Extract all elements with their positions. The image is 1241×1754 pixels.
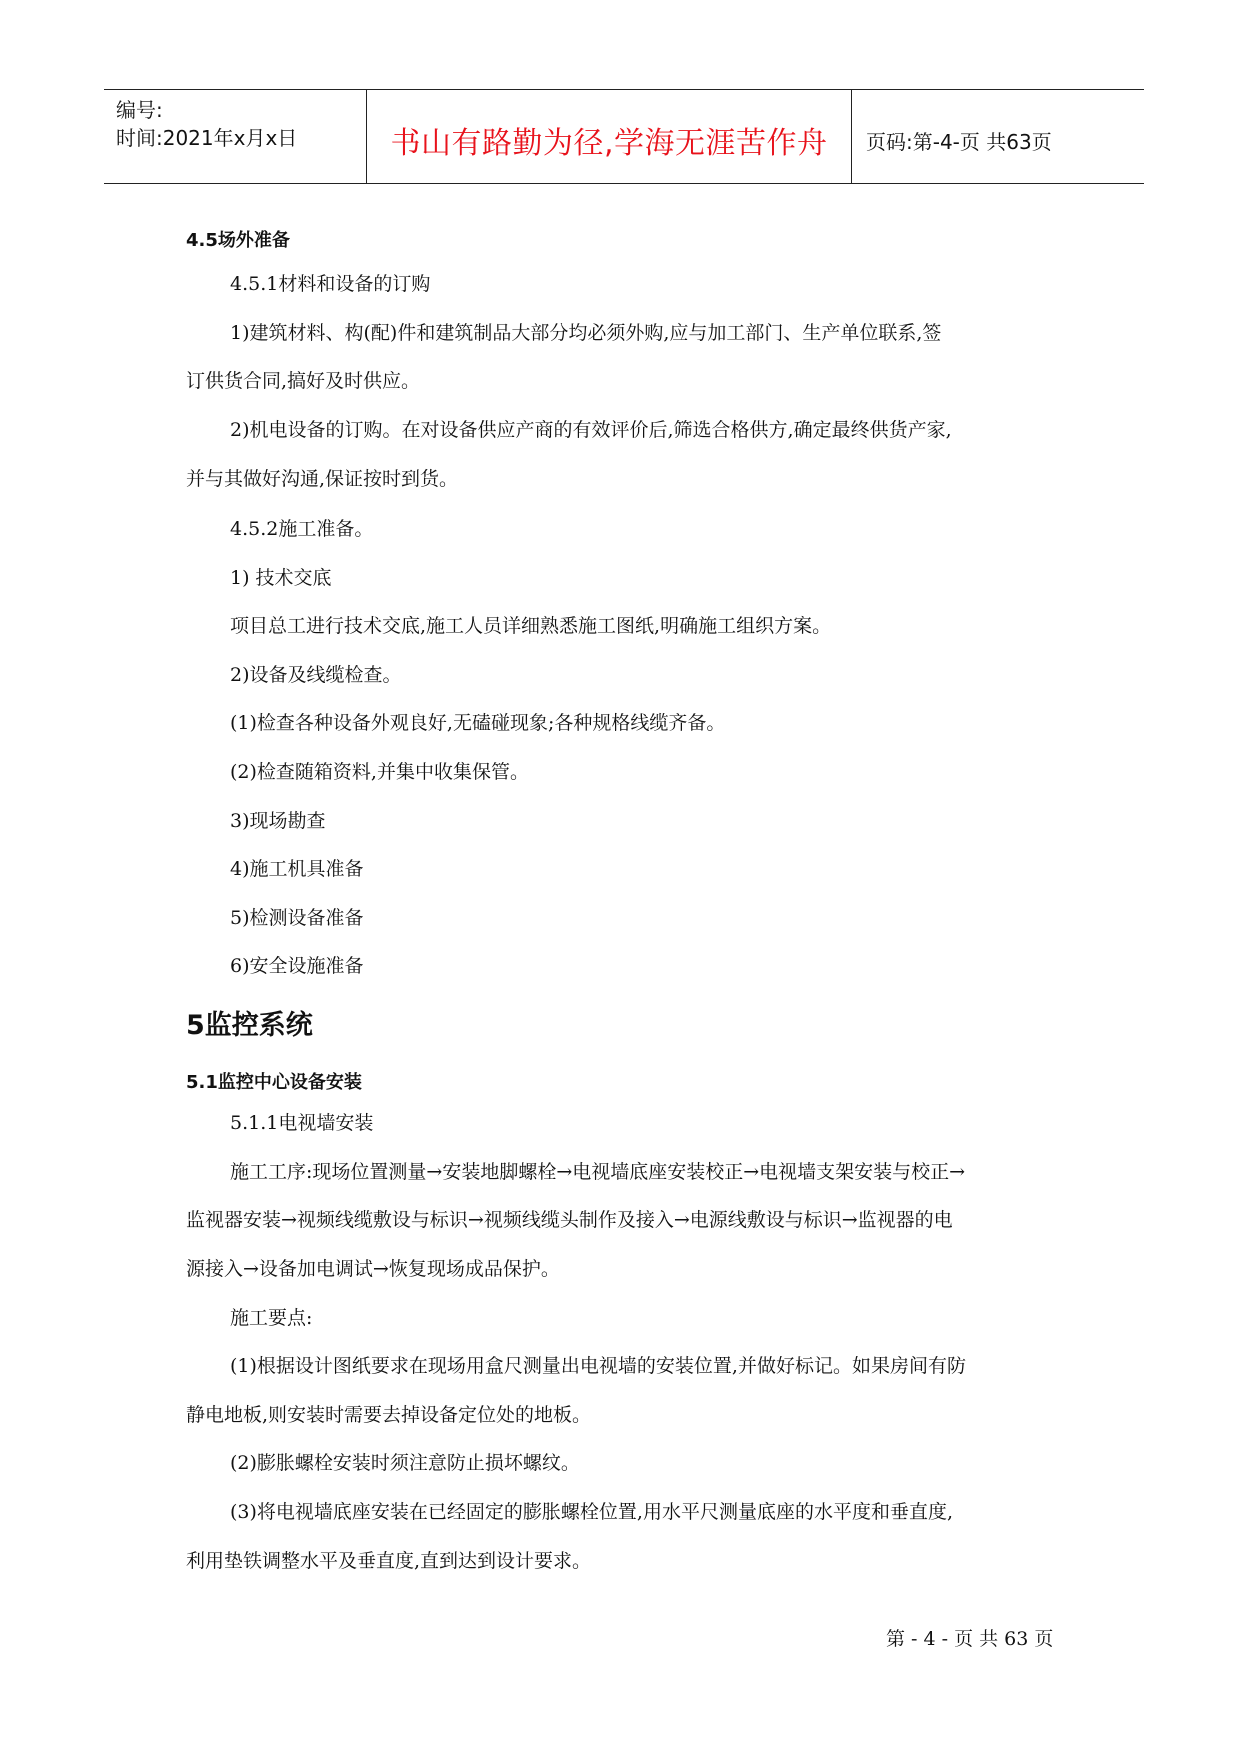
section-5-1-title: 5.1监控中心设备安装 (186, 1072, 362, 1093)
list-item-1-text: 项目总工进行技术交底,施工人员详细熟悉施工图纸,明确施工组织方案。 (230, 615, 832, 637)
section-5-1-1-title: 5.1.1电视墙安装 (230, 1112, 374, 1134)
section-4-5-1-title: 4.5.1材料和设备的订购 (230, 273, 431, 295)
number-label: 编号: (116, 98, 163, 122)
procedure-line-3: 源接入→设备加电调试→恢复现场成品保护。 (186, 1258, 560, 1280)
key-point-1-line-2: 静电地板,则安装时需要去掉设备定位处的地板。 (186, 1404, 592, 1426)
list-item-2-sub-1: (1)检查各种设备外观良好,无磕碰现象;各种规格线缆齐备。 (230, 712, 726, 734)
section-5-title: 5监控系统 (186, 1010, 313, 1041)
paragraph-1-line-1: 1)建筑材料、构(配)件和建筑制品大部分均必须外购,应与加工部门、生产单位联系,签 (230, 322, 942, 344)
page-label: 页码:第-4-页 共63页 (866, 130, 1052, 154)
list-item-2-sub-2: (2)检查随箱资料,并集中收集保管。 (230, 761, 529, 783)
list-item-1: 1) 技术交底 (230, 567, 332, 589)
header-motto-cell (366, 90, 852, 183)
list-item-3: 3)现场勘查 (230, 810, 326, 832)
procedure-line-1: 施工工序:现场位置测量→安装地脚螺栓→电视墙底座安装校正→电视墙支架安装与校正→ (230, 1161, 966, 1183)
time-label: 时间:2021年x月x日 (116, 126, 298, 150)
list-item-5: 5)检测设备准备 (230, 907, 364, 929)
header-info-cell (104, 90, 366, 183)
key-point-3-line-1: (3)将电视墙底座安装在已经固定的膨胀螺栓位置,用水平尺测量底座的水平度和垂直度, (230, 1501, 953, 1523)
procedure-line-2: 监视器安装→视频线缆敷设与标识→视频线缆头制作及接入→电源线敷设与标识→监视器的电 (186, 1209, 953, 1231)
section-4-5-title: 4.5场外准备 (186, 230, 290, 251)
key-point-1-line-1: (1)根据设计图纸要求在现场用盒尺测量出电视墙的安装位置,并做好标记。如果房间有防 (230, 1355, 966, 1377)
key-point-2: (2)膨胀螺栓安装时须注意防止损坏螺纹。 (230, 1452, 580, 1474)
page-footer: 第 - 4 - 页 共 63 页 (886, 1628, 1054, 1650)
paragraph-2-line-1: 2)机电设备的订购。在对设备供应产商的有效评价后,筛选合格供方,确定最终供货产家, (230, 419, 952, 441)
paragraph-1-line-2: 订供货合同,搞好及时供应。 (186, 370, 421, 392)
section-4-5-2-title: 4.5.2施工准备。 (230, 518, 374, 540)
key-point-3-line-2: 利用垫铁调整水平及垂直度,直到达到设计要求。 (186, 1550, 592, 1572)
list-item-2: 2)设备及线缆检查。 (230, 664, 402, 686)
motto-text: 书山有路勤为径,学海无涯苦作舟 (390, 126, 828, 161)
key-points-label: 施工要点: (230, 1307, 313, 1329)
header-page-cell (852, 90, 1144, 183)
list-item-4: 4)施工机具准备 (230, 858, 364, 880)
list-item-6: 6)安全设施准备 (230, 955, 364, 977)
page-header (104, 89, 1144, 184)
paragraph-2-line-2: 并与其做好沟通,保证按时到货。 (186, 468, 459, 490)
